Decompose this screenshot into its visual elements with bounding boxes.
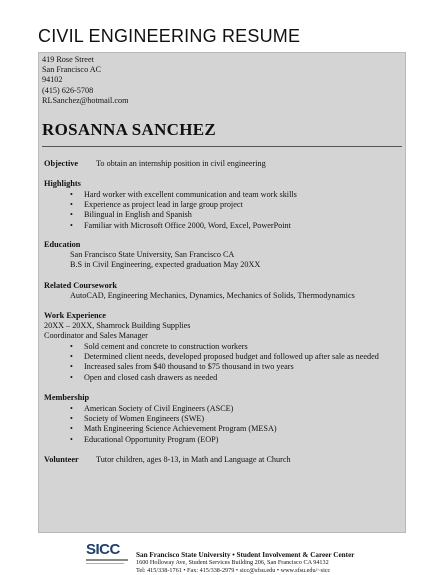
objective-label: Objective [44, 159, 79, 168]
address-email[interactable]: RLSanchez@hotmail.com [42, 95, 129, 105]
list-item: • Math Engineering Science Achievement Program (MESA) [70, 424, 277, 434]
sicc-logo: SICC [86, 542, 130, 566]
address-phone: (415) 626-5708 [42, 85, 94, 95]
education-school: San Francisco State University, San Francisco CA [70, 250, 235, 259]
education-details [70, 250, 260, 270]
footer-title: San Francisco State University • Student Involvement & Career Center [136, 551, 355, 559]
list-item: • Experience as project lead in large group project [70, 200, 243, 210]
address-street: 419 Rose Street [42, 55, 94, 64]
bullet: • [70, 404, 73, 413]
list-item: • Society of Women Engineers (SWE) [70, 414, 205, 424]
work-employer: 20XX – 20XX, Shamrock Building Supplies [44, 321, 191, 330]
bullet: • [70, 200, 73, 210]
divider [42, 146, 402, 147]
contact-address [42, 55, 128, 106]
bullet: • [70, 210, 73, 220]
highlights-list [70, 190, 297, 231]
footer-contact: Tel: 415/338-1761 • Fax: 415/338-2979 • sicc@sfsu.edu • www.sfsu.edu/~sicc [136, 567, 331, 574]
membership-list [70, 404, 277, 445]
footer-text [136, 551, 354, 575]
footer-address: 1600 Holloway Ave, Student Services Building 206, San Francisco CA 94132 [136, 559, 329, 566]
bullet: • [70, 434, 73, 444]
list-item: • Hard worker with excellent communication and team work skills [70, 190, 297, 199]
bullet: • [70, 342, 73, 351]
resume-panel [38, 52, 406, 533]
list-item: • Increased sales from $40 thousand to $75 thousand in two years [70, 362, 294, 372]
work-label: Work Experience [44, 311, 106, 320]
coursework-label: Related Coursework [44, 281, 118, 290]
highlights-label: Highlights [44, 179, 81, 188]
document-title: CIVIL ENGINEERING RESUME [38, 26, 301, 46]
list-item: • Bilingual in English and Spanish [70, 210, 192, 220]
address-zip: 94102 [42, 75, 63, 85]
candidate-name: ROSANNA SANCHEZ [42, 120, 217, 139]
volunteer-text: Tutor children, ages 8-13, in Math and Language at Church [96, 455, 291, 464]
bullet: • [70, 190, 73, 199]
list-item: • American Society of Civil Engineers (ASCE) [70, 404, 234, 413]
education-degree: B.S in Civil Engineering, expected graduation May 20XX [70, 260, 261, 270]
footer [0, 540, 440, 574]
bullet: • [70, 414, 73, 424]
coursework-text: AutoCAD, Engineering Mechanics, Dynamics, Mechanics of Solids, Thermodynamics [70, 291, 355, 300]
bullet: • [70, 352, 73, 362]
bullet: • [70, 220, 73, 230]
list-item: • Familiar with Microsoft Office 2000, Word, Excel, PowerPoint [70, 220, 291, 230]
work-position: Coordinator and Sales Manager [44, 331, 148, 341]
list-item: • Sold cement and concrete to construction workers [70, 342, 248, 351]
volunteer-label: Volunteer [44, 455, 79, 464]
list-item: • Open and closed cash drawers as needed [70, 372, 218, 382]
list-item: • Educational Opportunity Program (EOP) [70, 434, 219, 444]
work-details [44, 321, 190, 341]
address-city: San Francisco AC [42, 65, 102, 75]
education-label: Education [44, 240, 81, 249]
membership-label: Membership [44, 393, 90, 402]
bullet: • [70, 372, 73, 382]
objective-text: To obtain an internship position in civil engineering [96, 159, 266, 168]
bullet: • [70, 424, 73, 434]
list-item: • Determined client needs, developed proposed budget and followed up after sale as needed [70, 352, 379, 362]
bullet: • [70, 362, 73, 372]
work-list [70, 342, 379, 383]
